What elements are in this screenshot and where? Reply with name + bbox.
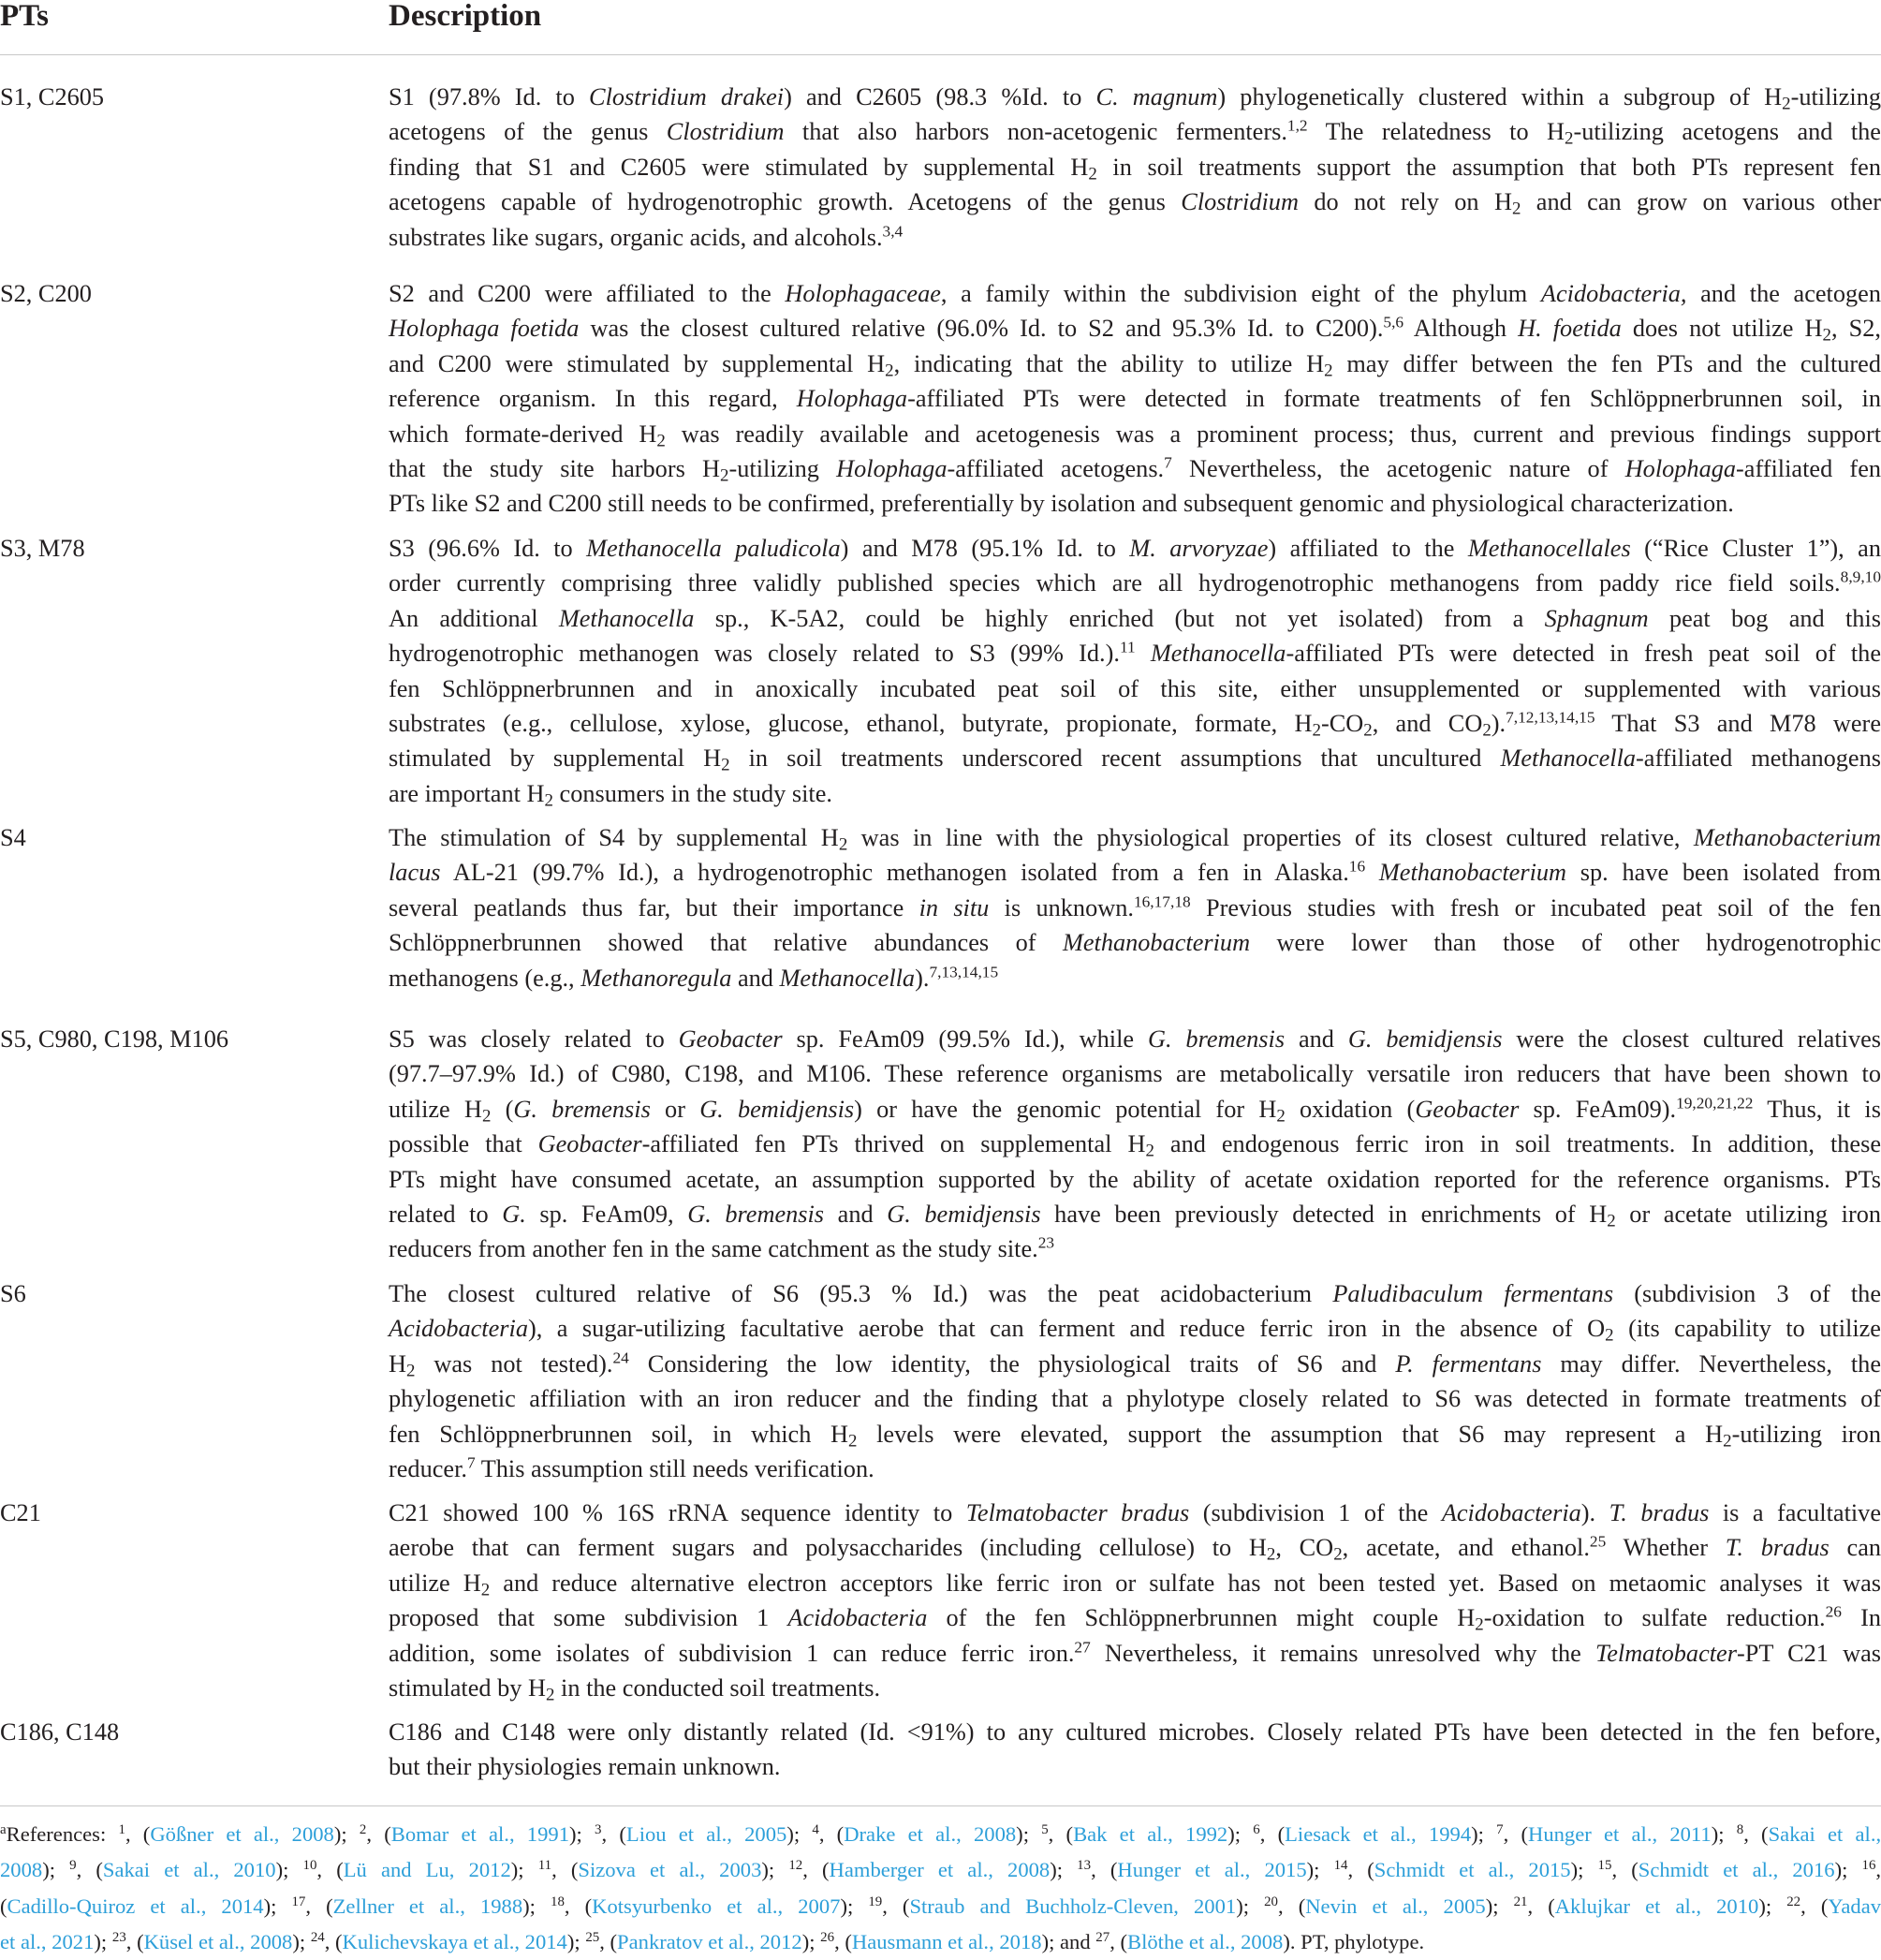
phylotype-cell: S6 — [0, 1280, 26, 1307]
description-line: reducer.$^7$ This assumption still needs verification. — [389, 1453, 874, 1483]
description-line: utilize $H_2$ and reduce alternative electron acceptors like ferric iron or sulfate has not been tested yet. Based on metaomic analyses it was — [389, 1569, 1881, 1600]
header-rule — [0, 54, 1881, 55]
reference-link[interactable]: Cadillo-Quiroz et al., 2014 — [7, 1894, 264, 1918]
footnote-line: et al., 2021); $^{23}$, (Küsel et al., 2008); $^{24}$, (Kulichevskaya et al., 2014); $^{25}$, (Pankratov et al., 2012); $^{26}$, (Hausmann et al., 2018); and $^{27}$, (Blöthe et al., 2008). PT, phylotype. — [0, 1929, 1425, 1953]
description-line: (97.7–97.9% Id.) of C980, C198, and M106. These reference organisms are metabolically versatile iron reducers that have been shown to — [389, 1060, 1881, 1088]
description-cell — [389, 820, 1881, 995]
description-line: and C200 were stimulated by supplemental $H_2$, indicating that the ability to utilize $H_2$ may differ between the fen PTs and the cultured — [389, 349, 1881, 381]
description-line: methanogens (e.g., Methanoregula and Methanocella).$^{7,13,14,15}$ — [389, 963, 999, 992]
reference-link[interactable]: Bomar et al., 1991 — [390, 1822, 569, 1846]
reference-link[interactable]: Drake et al., 2008 — [844, 1822, 1017, 1846]
description-line: but their physiologies remain unknown. — [389, 1753, 781, 1781]
reference-link[interactable]: et al., 2021 — [0, 1929, 95, 1953]
reference-link[interactable]: Blöthe et al., 2008 — [1127, 1929, 1284, 1953]
description-line: S3 (96.6% Id. to Methanocella paludicola) and M78 (95.1% Id. to M. arvoryzae) affiliated to the Methanocellales (“Rice Cluster 1”), an — [389, 535, 1881, 562]
description-line: substrates (e.g., cellulose, xylose, glucose, ethanol, butyrate, propionate, formate, $H_2-CO_2$, and $CO_2).^{7,12,13,14,15}$ That S3 and M78 were — [389, 708, 1881, 741]
reference-link[interactable]: Hunger et al., 2011 — [1528, 1822, 1712, 1846]
description-line: An additional Methanocella sp., K-5A2, could be highly enriched (but not yet isolated) from a Sphagnum peat bog and this — [389, 604, 1881, 632]
description-cell — [389, 276, 1881, 522]
description-line: PTs might have consumed acetate, an assumption supported by the ability of acetate oxidation reported for the reference organisms. PTs — [389, 1165, 1881, 1193]
description-line: acetogens of the genus Clostridium that also harbors non-acetogenic fermenters.$^{1,2}$ The relatedness to $H_2$-utilizing acetogens and the — [389, 116, 1881, 150]
phylotype-cell: S2, C200 — [0, 280, 92, 307]
footnote-line: $^a$References: $^1$, (Gößner et al., 2008); $^2$, (Bomar et al., 1991); $^3$, (Liou et al., 2005); $^4$, (Drake et al., 2008); $^5$, (Bak et al., 1992); $^6$, (Liesack et al., 1994); $^7$, (Hunger et al., 2011); $^8$, (Sakai et al., — [0, 1821, 1881, 1846]
description-line: that the study site harbors $H_2$-utilizing Holophaga-affiliated acetogens.$^7$ Nevertheless, the acetogenic nature of Holophaga-affiliated fen — [389, 453, 1881, 486]
description-line: proposed that some subdivision 1 Acidobacteria of the fen Schlöppnerbrunnen might couple $H_2$-oxidation to sulfate reduction.$^{26}$ In — [389, 1602, 1881, 1635]
reference-link[interactable]: Schmidt et al., 2015 — [1374, 1858, 1571, 1882]
description-line: utilize $H_2$ (G. bremensis or G. bemidjensis) or have the genomic potential for $H_2$ oxidation (Geobacter sp. FeAm09).$^{19,20,21,22}$ Thus, it is — [389, 1094, 1881, 1127]
description-line: fen Schlöppnerbrunnen and in anoxically incubated peat soil of this site, either unsupplemented or supplemented with various — [389, 674, 1881, 702]
description-line: Acidobacteria), a sugar-utilizing facultative aerobe that can ferment and reduce ferric iron in the absence of $O_2$ (its capability to utilize — [389, 1315, 1881, 1347]
reference-link[interactable]: Liou et al., 2005 — [625, 1822, 787, 1846]
description-line: C21 showed 100 % 16S rRNA sequence identity to Telmatobacter bradus (subdivision 1 of the Acidobacteria). T. bradus is a facultative — [389, 1499, 1881, 1526]
phylotype-cell: S5, C980, C198, M106 — [0, 1025, 229, 1053]
description-line: The closest cultured relative of S6 (95.3 % Id.) was the peat acidobacterium Paludibaculum fermentans (subdivision 3 of the — [389, 1280, 1881, 1307]
description-line: stimulated by $H_2$ in the conducted soil treatments. — [389, 1674, 881, 1705]
reference-link[interactable]: Bak et al., 1992 — [1073, 1822, 1228, 1846]
reference-link[interactable]: Gößner et al., 2008 — [150, 1822, 334, 1846]
description-cell — [389, 80, 1881, 255]
description-line: $H_2$ was not tested).$^{24}$ Considering the low identity, the physiological traits of S6 and P. fermentans may differ. Nevertheless, the — [389, 1348, 1881, 1381]
column-header-pts: PTs — [0, 0, 49, 33]
reference-link[interactable]: Zellner et al., 1988 — [332, 1894, 523, 1918]
reference-link[interactable]: Liesack et al., 1994 — [1285, 1822, 1472, 1846]
description-line: several peatlands thus far, but their importance in situ is unknown.$^{16,17,18}$ Previous studies with fresh or incubated peat soil of the fen — [389, 892, 1881, 921]
description-cell — [389, 531, 1881, 811]
description-line: addition, some isolates of subdivision 1 can reduce ferric iron.$^{27}$ Nevertheless, it remains unresolved why the Telmatobacter-PT C21 was — [389, 1638, 1881, 1667]
reference-link[interactable]: Schmidt et al., 2016 — [1638, 1858, 1835, 1882]
description-line: S1 (97.8% Id. to Clostridium drakei) and C2605 (98.3 %Id. to C. magnum) phylogenetically clustered within a subgroup of $H_2$-utilizing — [389, 83, 1881, 114]
description-line: acetogens capable of hydrogenotrophic growth. Acetogens of the genus Clostridium do not rely on $H_2$ and can grow on various other — [389, 188, 1881, 219]
reference-link[interactable]: Lü and Lu, 2012 — [343, 1858, 511, 1882]
description-line: are important $H_2$ consumers in the study site. — [389, 779, 832, 811]
description-line: fen Schlöppnerbrunnen soil, in which $H_2$ levels were elevated, support the assumption that S6 may represent a $H_2$-utilizing iron — [389, 1420, 1881, 1452]
description-line: hydrogenotrophic methanogen was closely related to S3 (99% Id.).$^{11}$ Methanocella-affiliated PTs were detected in fresh peat soil of the — [389, 638, 1881, 668]
description-line: Holophaga foetida was the closest cultured relative (96.0% Id. to S2 and 95.3% Id. to C200).$^{5,6}$ Although H. foetida does not utilize $H_2$, S2, — [389, 313, 1881, 346]
footnote-line: 2008); $^9$, (Sakai et al., 2010); $^{10}$, (Lü and Lu, 2012); $^{11}$, (Sizova et al., 2003); $^{12}$, (Hamberger et al., 2008); $^{13}$, (Hunger et al., 2015); $^{14}$, (Schmidt et al., 2015); $^{15}$, (Schmidt et al., 2016); $^{16}$, — [0, 1858, 1881, 1882]
table-header-row — [0, 0, 1881, 54]
reference-link[interactable]: Hunger et al., 2015 — [1117, 1858, 1307, 1882]
description-line: which formate-derived $H_2$ was readily available and acetogenesis was a prominent process; thus, current and previous findings support — [389, 420, 1881, 451]
description-line: related to G. sp. FeAm09, G. bremensis and G. bemidjensis have been previously detected in enrichments of $H_2$ or acetate utilizing iron — [389, 1201, 1881, 1231]
reference-link[interactable]: Sakai et al., 2010 — [102, 1858, 276, 1882]
description-line: reference organism. In this regard, Holophaga-affiliated PTs were detected in formate treatments of fen Schlöppnerbrunnen soil, in — [389, 385, 1881, 413]
reference-link[interactable]: Nevin et al., 2005 — [1305, 1894, 1486, 1918]
description-line: stimulated by supplemental $H_2$ in soil treatments underscored recent assumptions that uncultured Methanocella-affiliated methanogens — [389, 744, 1881, 776]
reference-link[interactable]: Kotsyurbenko et al., 2007 — [592, 1894, 841, 1918]
reference-link[interactable]: Straub and Buchholz-Cleven, 2001 — [909, 1894, 1237, 1918]
description-line: C186 and C148 were only distantly related (Id. <91%) to any cultured microbes. Closely related PTs have been detected in the fen before, — [389, 1718, 1881, 1746]
phylotype-cell: S3, M78 — [0, 535, 85, 562]
description-line: lacus AL-21 (99.7% Id.), a hydrogenotrophic methanogen isolated from a fen in Alaska.$^{16}$ Methanobacterium sp. have been isolated from — [389, 857, 1881, 887]
description-cell — [389, 1276, 1881, 1486]
description-line: order currently comprising three validly published species which are all hydrogenotrophic methanogens from paddy rice field soils.$^{8,9,10}$ — [389, 567, 1881, 597]
description-line: S2 and C200 were affiliated to the Holophagaceae, a family within the subdivision eight of the phylum Acidobacteria, and the acetogen — [389, 280, 1881, 307]
reference-link[interactable]: Hausmann et al., 2018 — [851, 1929, 1042, 1953]
phylotype-cell: S4 — [0, 824, 26, 851]
description-cell — [389, 1496, 1881, 1705]
description-cell — [389, 1715, 1881, 1785]
reference-link[interactable]: Kulichevskaya et al., 2014 — [342, 1929, 567, 1953]
reference-link[interactable]: Aklujkar et al., 2010 — [1554, 1894, 1759, 1918]
reference-link[interactable]: Sizova et al., 2003 — [578, 1858, 762, 1882]
reference-link[interactable]: Sakai et al., — [1768, 1822, 1881, 1846]
phylotype-cell: C186, C148 — [0, 1718, 120, 1746]
reference-link[interactable]: Yadav — [1828, 1894, 1881, 1918]
phylotype-cell: C21 — [0, 1499, 41, 1526]
table-footnote — [0, 1817, 1881, 1960]
description-line: finding that S1 and C2605 were stimulated by supplemental $H_2$ in soil treatments support the assumption that both PTs represent fen — [389, 153, 1881, 184]
description-line: Schlöppnerbrunnen showed that relative abundances of Methanobacterium were lower than those of other hydrogenotrophic — [389, 929, 1881, 957]
reference-link[interactable]: Hamberger et al., 2008 — [829, 1858, 1051, 1882]
reference-link[interactable]: Küsel et al., 2008 — [143, 1929, 293, 1953]
description-line: PTs like S2 and C200 still needs to be confirmed, preferentially by isolation and subsequent genomic and physiological characterization. — [389, 490, 1734, 518]
footnote-line: (Cadillo-Quiroz et al., 2014); $^{17}$, (Zellner et al., 1988); $^{18}$, (Kotsyurbenko et al., 2007); $^{19}$, (Straub and Buchholz-Cleven, 2001); $^{20}$, (Nevin et al., 2005); $^{21}$, (Aklujkar et al., 2010); $^{22}$, (Yadav — [0, 1894, 1881, 1918]
description-line: possible that Geobacter-affiliated fen PTs thrived on supplemental $H_2$ and endogenous ferric iron in soil treatments. In addition, these — [389, 1130, 1881, 1161]
description-line: S5 was closely related to Geobacter sp. FeAm09 (99.5% Id.), while G. bremensis and G. bemidjensis were the closest cultured relatives — [389, 1025, 1881, 1053]
table-bottom-rule — [0, 1805, 1881, 1806]
description-cell — [389, 1022, 1881, 1267]
reference-link[interactable]: 2008 — [0, 1858, 43, 1882]
column-header-description: Description — [389, 0, 542, 33]
reference-link[interactable]: Pankratov et al., 2012 — [617, 1929, 802, 1953]
description-line: substrates like sugars, organic acids, and alcohols.$^{3,4}$ — [389, 222, 904, 251]
description-line: phylogenetic affiliation with an iron reducer and the finding that a phylotype closely related to S6 was detected in formate treatments of — [389, 1385, 1881, 1413]
description-line: The stimulation of S4 by supplemental $H_2$ was in line with the physiological properties of its closest cultured relative, Methanobacterium — [389, 824, 1881, 855]
description-line: aerobe that can ferment sugars and polysaccharides (including cellulose) to $H_2$, $CO_2$, acetate, and ethanol.$^{25}$ Whether T. bradus can — [389, 1532, 1881, 1566]
phylotype-cell: S1, C2605 — [0, 83, 105, 111]
description-line: reducers from another fen in the same catchment as the study site.$^{23}$ — [389, 1233, 1055, 1263]
